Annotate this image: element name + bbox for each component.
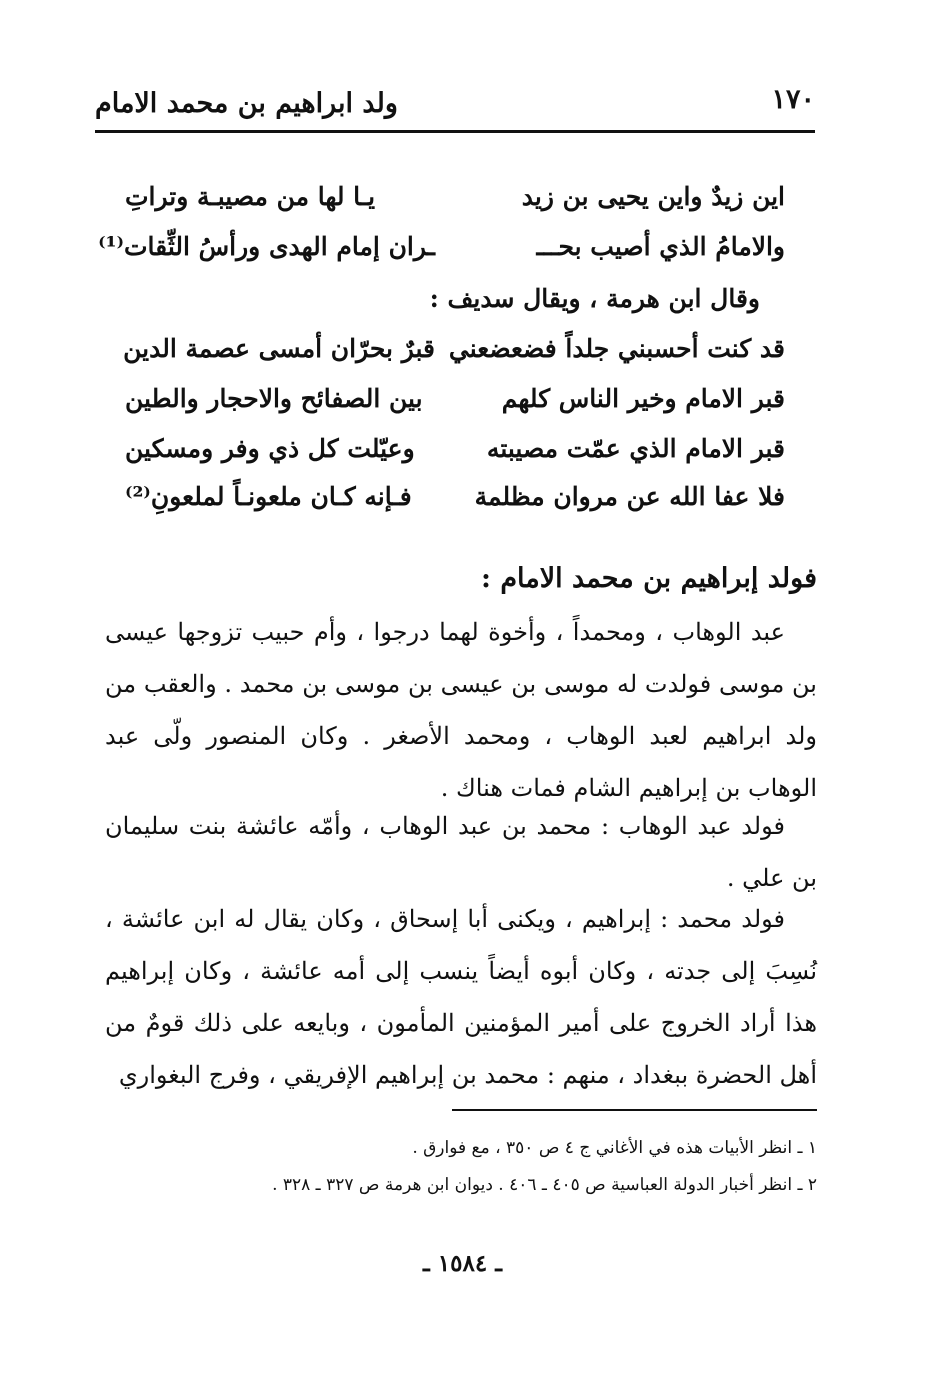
- footnote-1: ١ ـ انظر الأبيات هذه في الأغاني ج ٤ ص ٣٥٠ ، مع فوارق .: [412, 1138, 817, 1158]
- verse-first-hemistich: فلا عفا الله عن مروان مظلمة: [474, 482, 785, 511]
- verse-line: [125, 482, 785, 532]
- page-header: [95, 80, 815, 133]
- verse-line: [98, 232, 785, 282]
- poem-intro-line: وقال ابن هرمة ، ويقال سديف :: [429, 284, 760, 313]
- verse-line: [125, 334, 785, 384]
- verse-first-hemistich: قبر الامام الذي عمّت مصيبته: [486, 434, 785, 463]
- paragraph-children-of-muhammad: فولد محمد : إبراهيم ، ويكنى أبا إسحاق ، وكان يقال له ابن عائشة ، نُسِبَ إلى جدته ، وكان أبوه أيضاً ينسب إلى أمه عائشة ، وكان إبراهيم هذا أراد الخروج على أمير المؤمنين المأمون ، وبايعه على ذلك قومٌ من أهل الحضرة ببغداد ، منهم : محمد بن إبراهيم الإفريقي ، وفرج البغواري: [105, 905, 817, 1089]
- folio-number: ـ ١٥٨٤ ـ: [423, 1250, 502, 1277]
- verse-line: [125, 182, 785, 232]
- verse-line: [125, 434, 785, 484]
- footnote-divider: [452, 1109, 817, 1111]
- verse-line: [125, 384, 785, 434]
- section-heading: فولد إبراهيم بن محمد الامام :: [480, 563, 817, 594]
- verse-first-hemistich: قد كنت أحسبني جلداً فضعضعني: [448, 334, 785, 363]
- verse-second-hemistich: وعيّلت كل ذي وفر ومسكين: [125, 434, 415, 463]
- verse-second-hemistich: بين الصفائح والاحجار والطين: [125, 384, 423, 413]
- paragraph-children-of-abd-al-wahhab: فولد عبد الوهاب : محمد بن عبد الوهاب ، وأمّه عائشة بنت سليمان بن علي .: [105, 812, 817, 892]
- verse-first-hemistich: والامامُ الذي أصيب بحـــ: [536, 232, 785, 261]
- verse-second-hemistich: ـران إمام الهدى ورأسُ الثِّقات⁽¹⁾: [98, 232, 435, 261]
- verse-second-hemistich: يـا لها من مصيبـة وتراتِ: [125, 182, 376, 211]
- verse-first-hemistich: قبر الامام وخير الناس كلهم: [501, 384, 785, 413]
- page-number: ١٧٠: [771, 84, 815, 115]
- paragraph-children-of-ibrahim: عبد الوهاب ، ومحمداً ، وأخوة لهما درجوا ، وأم حبيب تزوجها عيسى بن موسى فولدت له موسى بن عيسى بن موسى بن محمد . والعقب من ولد ابراهيم لعبد الوهاب ، ومحمد الأصغر . وكان المنصور ولّى عبد الوهاب بن إبراهيم الشام فمات هناك .: [105, 618, 817, 802]
- footnote-2: ٢ ـ انظر أخبار الدولة العباسية ص ٤٠٥ ـ ٤٠٦ . ديوان ابن هرمة ص ٣٢٧ ـ ٣٢٨ .: [272, 1175, 817, 1195]
- running-title: ولد ابراهيم بن محمد الامام: [95, 88, 398, 119]
- verse-second-hemistich: قبرٌ بحرّان أمسى عصمة الدين: [123, 334, 435, 363]
- verse-first-hemistich: اين زيدٌ واين يحيى بن زيد: [521, 182, 785, 211]
- verse-second-hemistich: فـإنه كـان ملعونـاً لملعونِ⁽²⁾: [125, 482, 412, 511]
